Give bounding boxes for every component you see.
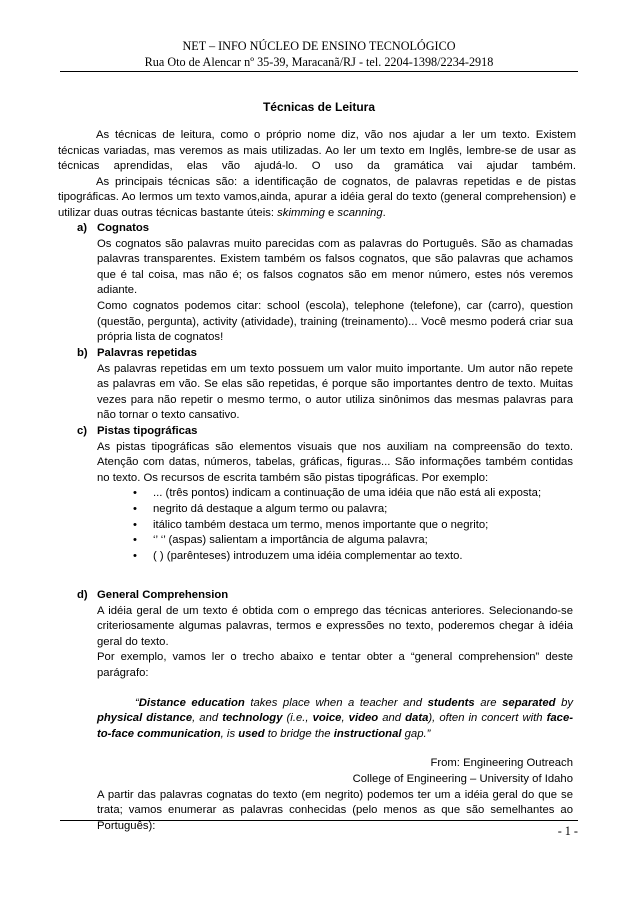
section-general-comprehension [77, 588, 573, 834]
intro-p2-end: . [382, 206, 386, 219]
bullet-icon: • [133, 487, 137, 500]
quote-cognate: separated [502, 696, 556, 709]
typographic-clues-list [77, 486, 573, 564]
footer-divider [60, 820, 578, 821]
section-paragraph: As palavras repetidas em um texto possuem um valor muito importante. Um autor não repete as palavras em vão. Se elas são repetidas, é porque são importantes dentro de texto. Muitas vezes para não repetir o mesmo termo, o autor utiliza sinônimos das mesmas palavras para não tornar o texto cansativo. [97, 362, 573, 422]
section-letter: c) [77, 425, 88, 437]
section-palavras-repetidas [77, 346, 573, 424]
section-heading [77, 424, 573, 440]
section-title: Palavras repetidas [97, 347, 197, 359]
section-pistas-tipograficas [77, 424, 573, 564]
quote-text: , and [192, 712, 223, 725]
quote-cognate: students [427, 696, 475, 709]
section-letter: a) [77, 222, 88, 234]
section-paragraph: Os cognatos são palavras muito parecidas com as palavras do Português. São as chamadas palavras transparentes. Existem também os falsos cognatos, que são palavras que achamos que é tal coisa, mas não é; os falsos cognatos são em menor número, estes nós veremos adiante. [97, 237, 573, 297]
quote-text: are [474, 696, 503, 709]
quote-text: , [341, 712, 349, 725]
quote-mark: “ [135, 696, 139, 709]
quote-text: ), often in concert with [428, 712, 547, 725]
section-letter: b) [77, 347, 88, 359]
intro-p2-text: As principais técnicas são: a identificação de cognatos, de palavras repetidas e de pistas tipográficas. Ao lermos um texto vamos,ainda, apurar a idéia geral do texto (general comprehension) e utilizar duas outras técnicas bastante úteis: [58, 175, 576, 219]
quote-text: takes place when a teacher and [244, 696, 428, 709]
list-item-text: ... (três pontos) indicam a continuação de uma idéia que não está ali exposta; [153, 487, 542, 500]
letterhead-institution: NET – INFO NÚCLEO DE ENSINO TECNOLÓGICO [182, 39, 456, 53]
quote-text: by [555, 696, 573, 709]
term-skimming: skimming [277, 206, 325, 219]
section-letter: d) [77, 589, 88, 601]
example-quote [97, 696, 573, 743]
bullet-icon: • [133, 518, 137, 531]
list-item-text: negrito dá destaque a algum termo ou palavra; [153, 502, 388, 515]
bullet-icon: • [133, 534, 137, 547]
quote-text: to bridge the [264, 727, 334, 740]
list-item [125, 486, 573, 502]
section-heading [77, 588, 573, 604]
page-number: - 1 - [557, 824, 578, 838]
section-paragraph: A partir das palavras cognatas do texto (em negrito) podemos ter um a idéia geral do que se trata; vamos enumerar as palavras conhecidas (pelo menos as que são semelhantes ao Português): [97, 788, 573, 832]
section-heading [77, 346, 573, 362]
term-scanning: scanning [337, 206, 383, 219]
section-title: Cognatos [97, 222, 150, 234]
quote-text: and [378, 712, 406, 725]
bullet-icon: • [133, 502, 137, 515]
section-title: Pistas tipográficas [97, 425, 198, 437]
quote-cognate: physical distance [97, 712, 193, 725]
list-item-text: ( ) (parênteses) introduzem uma idéia complementar ao texto. [153, 549, 463, 562]
section-title: General Comprehension [97, 589, 229, 601]
quote-text: gap.” [401, 727, 431, 740]
section-cognatos [77, 221, 573, 346]
section-paragraph: As pistas tipográficas são elementos visuais que nos auxiliam na compreensão do texto. Atenção com datas, números, tabelas, gráficas, figuras... São informações também contidas no texto. Os recursos de escrita também são pistas tipográficas. Por exemplo: [97, 440, 573, 484]
quote-text: , is [220, 727, 239, 740]
quote-source-line-2: College of Engineering – University of Idaho [352, 772, 573, 785]
quote-cognate: used [238, 727, 265, 740]
list-item [125, 518, 573, 534]
section-paragraph: Como cognatos podemos citar: school (escola), telephone (telefone), car (carro), question (questão, pergunta), activity (atividade), training (treinamento)... Você mesmo poderá criar sua própria lista de cognatos! [97, 299, 573, 344]
intro-paragraph-2 [58, 175, 576, 222]
list-item-text: ‘’ ‘’ (aspas) salientam a importância de alguma palavra; [153, 534, 428, 547]
quote-cognate: Distance education [138, 696, 245, 709]
letterhead-address: Rua Oto de Alencar nº 35-39, Maracanã/RJ - tel. 2204-1398/2234-2918 [144, 55, 494, 69]
quote-cognate: voice [312, 712, 342, 725]
section-paragraph: A idéia geral de um texto é obtida com o emprego das técnicas anteriores. Selecionando-se criteriosamente algumas palavras, termos e expressões no texto, poderemos chegar à idéia geral do texto. [97, 604, 573, 648]
section-heading [77, 221, 573, 237]
bullet-icon: • [133, 549, 137, 562]
section-paragraph: Por exemplo, vamos ler o trecho abaixo e tentar obter a “general comprehension” deste parágrafo: [97, 651, 573, 679]
header-divider [60, 71, 578, 72]
quote-source-line-1: From: Engineering Outreach [430, 757, 573, 770]
intro-paragraph-1: As técnicas de leitura, como o próprio nome diz, vão nos ajudar a ler um texto. Existem técnicas variadas, mas veremos as mais utilizadas. Ao ler um texto em Inglês, lembre-se de usar as técnicas aprendidas, elas vão ajudá-lo. O uso da gramática vai ajudar também. [58, 129, 576, 173]
quote-cognate: face-to-face communication [97, 712, 574, 740]
quote-text: (i.e., [282, 712, 313, 725]
intro-section [58, 128, 576, 222]
intro-p2-conj: e [324, 206, 338, 219]
quote-cognate: instructional [333, 727, 402, 740]
list-item-text: itálico também destaca um termo, menos importante que o negrito; [153, 518, 489, 531]
quote-cognate: data [405, 712, 429, 725]
letterhead [60, 38, 578, 70]
quote-cognate: video [348, 712, 379, 725]
list-item [125, 533, 573, 549]
list-item [125, 549, 573, 565]
page-title: Técnicas de Leitura [262, 100, 376, 114]
quote-cognate: technology [222, 712, 283, 725]
list-item [125, 502, 573, 518]
